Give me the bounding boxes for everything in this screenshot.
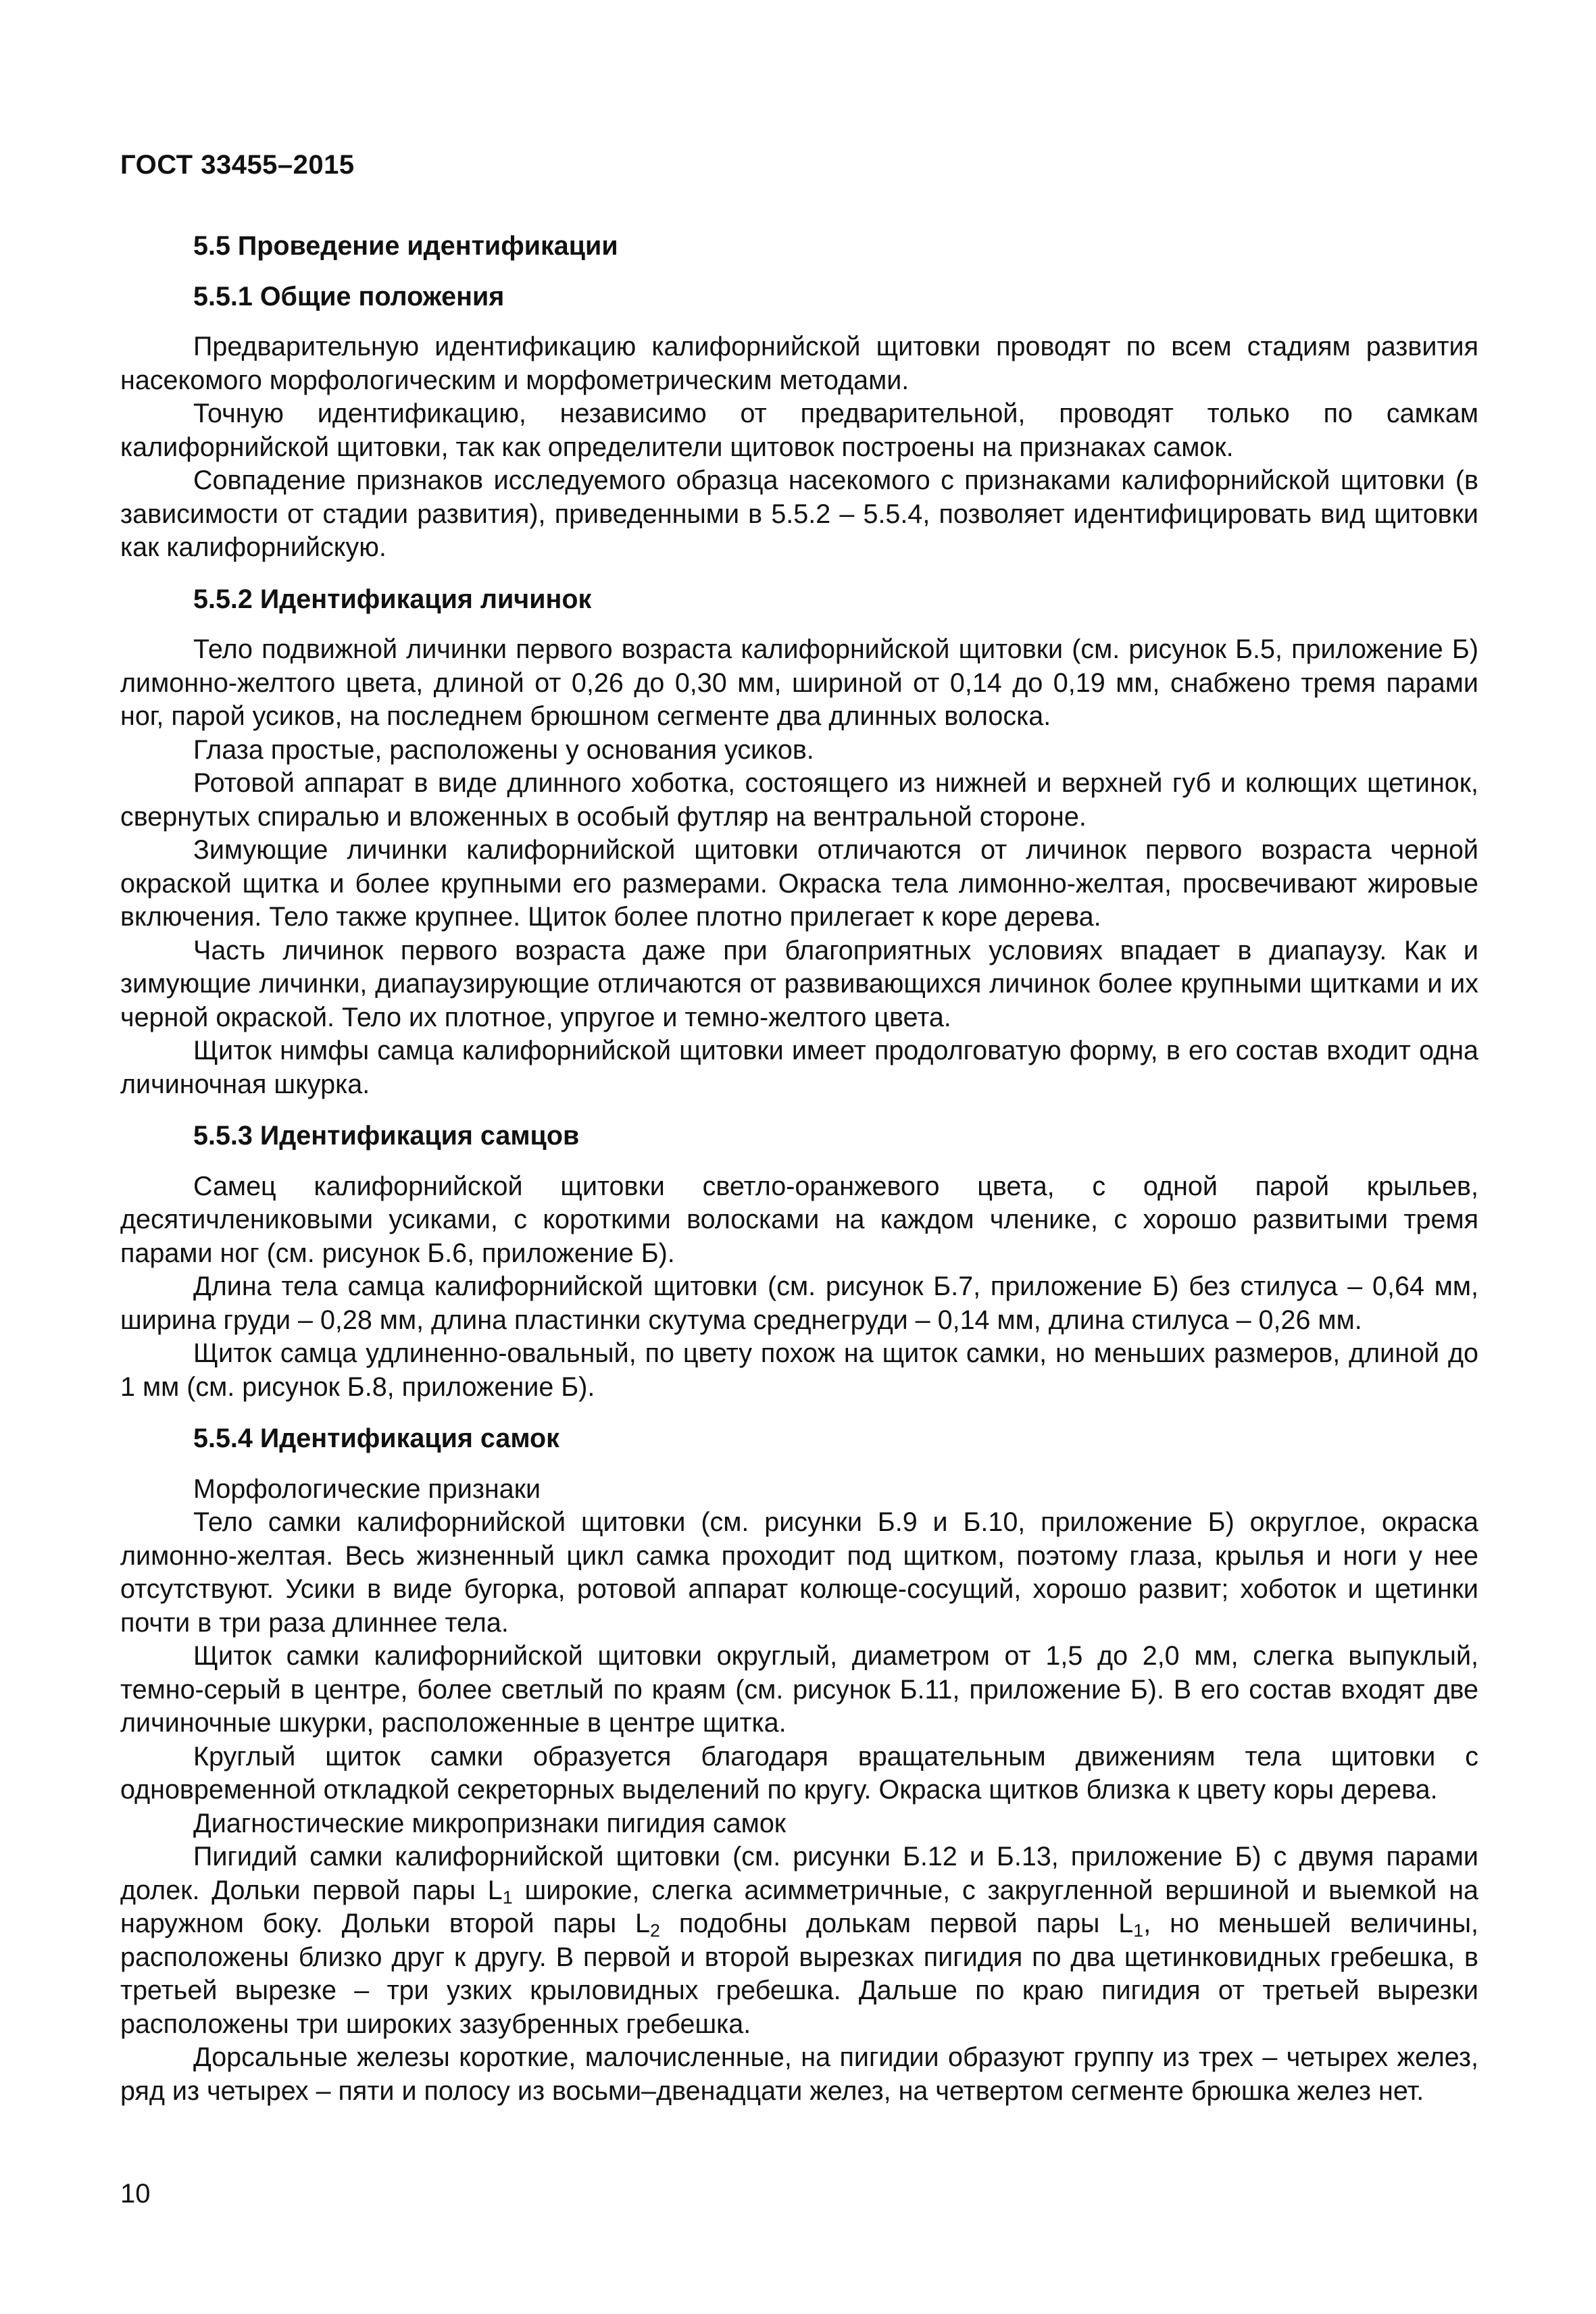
paragraph: Круглый щиток самки образуется благодаря вращательным движениям тела щитовки с одновременной откладкой секреторных выделений по кругу. Окраска щитков близка к цвету коры дерева.	[120, 1741, 1478, 1805]
paragraph: Ротовой аппарат в виде длинного хоботка, состоящего из нижней и верхней губ и колющих щетинок, свернутых спиралью и вложенных в особый футляр на вентральной стороне.	[120, 768, 1478, 832]
page-number: 10	[120, 2179, 151, 2209]
paragraph: Точную идентификацию, независимо от предварительной, проводят только по самкам калифорнийской щитовки, так как определители щитовок построены на признаках самок.	[120, 399, 1478, 462]
paragraph: Глаза простые, расположены у основания усиков.	[193, 734, 814, 765]
paragraph: Самец калифорнийской щитовки светло-оранжевого цвета, с одной парой крыльев, десятичлениковыми усиками, с короткими волосками на каждом членике, с хорошо развитыми тремя парами ног (см. рисунок Б.6, приложение Б).	[120, 1171, 1478, 1268]
document-body	[120, 230, 1478, 2108]
text-run: подобны долькам первой пары L	[659, 1909, 1134, 1938]
paragraph: Щиток самца удлиненно-овальный, по цвету похож на щиток самки, но меньших размеров, длиной до 1 мм (см. рисунок Б.8, приложение Б).	[120, 1338, 1478, 1402]
paragraph: Совпадение признаков исследуемого образца насекомого с признаками калифорнийской щитовки (в зависимости от стадии развития), приведенными в 5.5.2 – 5.5.4, позволяет идентифицировать вид щитовки как калифорнийскую.	[120, 466, 1478, 562]
subscript: 1	[1133, 1920, 1144, 1941]
subscript: 2	[650, 1920, 660, 1941]
paragraph: Диагностические микропризнаки пигидия самок	[193, 1808, 787, 1838]
section-5-5-1-title: 5.5.1 Общие положения	[193, 281, 505, 311]
text-run: широкие, слегка асимметричные, с закругленной вершиной и выемкой на наружном боку. Дольки второй пары L	[120, 1875, 1479, 1938]
paragraph: Зимующие личинки калифорнийской щитовки отличаются от личинок первого возраста черной окраской щитка и более крупными его размерами. Окраска тела лимонно-желтая, просвечивают жировые включения. Тело также крупнее. Щиток более плотно прилегает к коре дерева.	[120, 835, 1478, 932]
paragraph: Щиток нимфы самца калифорнийской щитовки имеет продолговатую форму, в его состав входит одна личиночная шкурка.	[120, 1036, 1478, 1099]
paragraph: Тело самки калифорнийской щитовки (см. рисунки Б.9 и Б.10, приложение Б) округлое, окраска лимонно-желтая. Весь жизненный цикл самка проходит под щитком, поэтому глаза, крылья и ноги у нее отсутствуют. Усики в виде бугорка, ротовой аппарат колюще-сосущий, хорошо развит; хоботок и щетинки почти в три раза длиннее тела.	[120, 1507, 1478, 1638]
paragraph: Предварительную идентификацию калифорнийской щитовки проводят по всем стадиям развития насекомого морфологическим и морфометрическим методами.	[120, 332, 1478, 395]
paragraph: Длина тела самца калифорнийской щитовки (см. рисунок Б.7, приложение Б) без стилуса – 0,64 мм, ширина груди – 0,28 мм, длина пластинки скутума среднегруди – 0,14 мм, длина стилуса – 0,26 мм.	[120, 1272, 1478, 1335]
section-5-5-4-title: 5.5.4 Идентификация самок	[193, 1424, 559, 1453]
section-5-5-title: 5.5 Проведение идентификации	[193, 231, 618, 261]
subscript: 1	[502, 1887, 513, 1908]
standard-header: ГОСТ 33455–2015	[120, 150, 355, 180]
paragraph: Часть личинок первого возраста даже при благоприятных условиях впадает в диапаузу. Как и зимующие личинки, диапаузирующие отличаются от развивающихся личинок более крупными щитками и их черной окраской. Тело их плотное, упругое и темно-желтого цвета.	[120, 935, 1478, 1032]
paragraph: Щиток самки калифорнийской щитовки округлый, диаметром от 1,5 до 2,0 мм, слегка выпуклый, темно-серый в центре, более светлый по краям (см. рисунок Б.11, приложение Б). В его состав входят две личиночные шкурки, расположенные в центре щитка.	[120, 1641, 1478, 1738]
text-run: , но меньшей величины, расположены близко друг к другу. В первой и второй вырезках пигидия по два щетинковидных гребешка, в третьей вырезке – три узких крыловидных гребешка. Дальше по краю пигидия от третьей вырезки расположены три широких зазубренных гребешка.	[120, 1909, 1478, 2039]
paragraph: Тело подвижной личинки первого возраста калифорнийской щитовки (см. рисунок Б.5, приложение Б) лимонно-желтого цвета, длиной от 0,26 до 0,30 мм, шириной от 0,14 до 0,19 мм, снабжено тремя парами ног, парой усиков, на последнем брюшном сегменте два длинных волоска.	[120, 634, 1478, 731]
paragraph: Дорсальные железы короткие, малочисленные, на пигидии образуют группу из трех – четырех желез, ряд из четырех – пяти и полосу из восьми–двенадцати желез, на четвертом сегменте брюшка желез нет.	[120, 2042, 1478, 2106]
section-5-5-3-title: 5.5.3 Идентификация самцов	[193, 1121, 580, 1151]
section-5-5-2-title: 5.5.2 Идентификация личинок	[193, 584, 592, 614]
text-run: Пигидий самки калифорнийской щитовки (см. рисунки Б.12 и Б.13, приложение Б) с двумя парами долек. Дольки первой пары L	[120, 1842, 1478, 1905]
paragraph: Морфологические признаки	[193, 1474, 541, 1504]
paragraph-pygidium	[120, 1840, 1478, 2041]
